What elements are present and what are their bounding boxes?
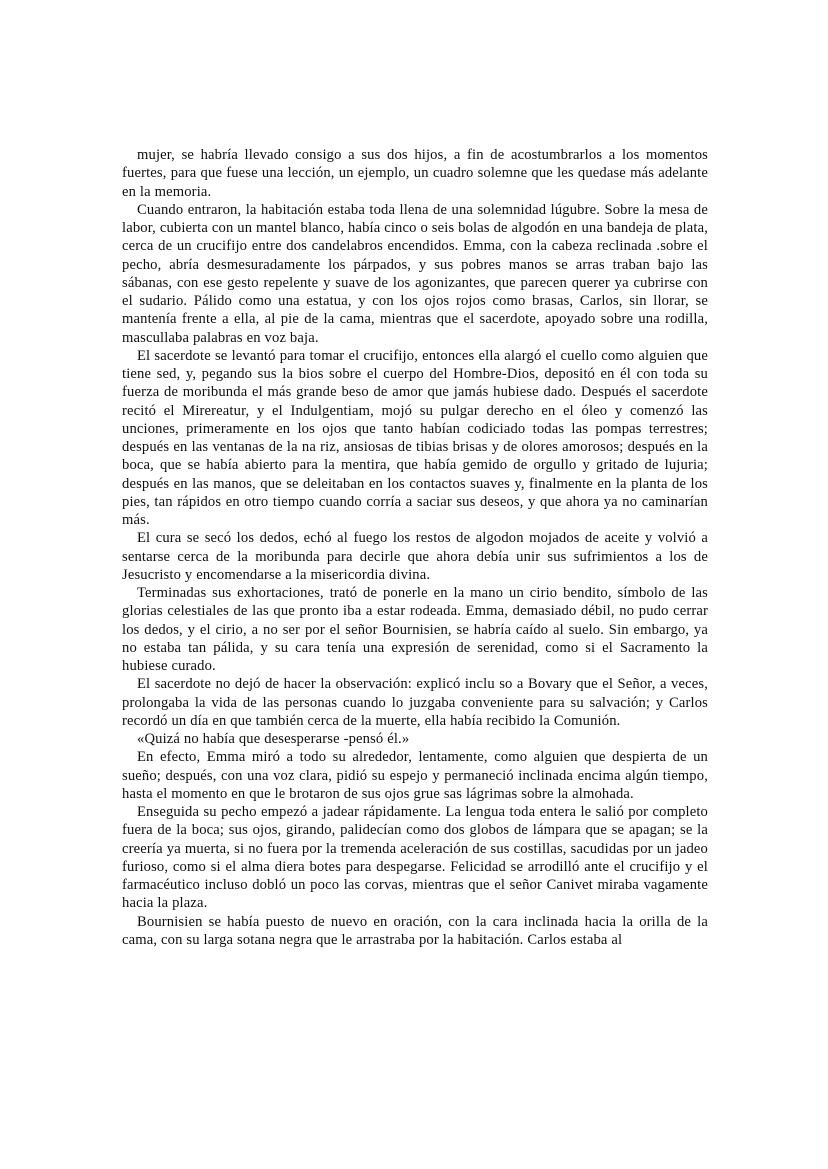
paragraph-7-quoted-aside: «Quizá no había que desesperarse -pensó él.» [137, 731, 410, 747]
paragraph-6: El sacerdote no dejó de hacer la observación: explicó inclu so a Bovary que el Señor, a veces, prolongaba la vida de las personas cuando lo juzgaba conveniente para su salvación; y Carlos recordó un día en que también cerca de la muerte, ella había recibido la Comunión. [122, 676, 708, 729]
paragraph-5: Terminadas sus exhortaciones, trató de ponerle en la mano un cirio bendito, símbolo de las glorias celestiales de las que pronto iba a estar rodeada. Emma, demasiado débil, no pudo cerrar los dedos, y el cirio, a no ser por el señor Bournisien, se habría caído al suelo. Sin embargo, ya no estaba tan pálida, y su cara tenía una expresión de serenidad, como si el Sacramento la hubiese curado. [122, 585, 708, 674]
paragraph-2: Cuando entraron, la habitación estaba toda llena de una solemnidad lúgubre. Sobre la mesa de labor, cubierta con un mantel blanco, había cinco o seis bolas de algodón en una bandeja de plata, cerca de un crucifijo entre dos candelabros encendidos. Emma, con la cabeza reclinada .sobre el pecho, abría desmesuradamente los párpados, y sus pobres manos se arras traban bajo las sábanas, con ese gesto repelente y suave de los agonizantes, que parecen querer ya cubrirse con el sudario. Pálido como una estatua, y con los ojos rojos como brasas, Carlos, sin llorar, se mantenía frente a ella, al pie de la cama, mientras que el sacerdote, apoyado sobre una rodilla, mascullaba palabras en voz baja. [122, 201, 708, 346]
body-text-column [122, 146, 708, 949]
paragraph-8: En efecto, Emma miró a todo su alrededor, lentamente, como alguien que despierta de un sueño; después, con una voz clara, pidió su espejo y permaneció inclinada encima algún tiempo, hasta el momento en que le brotaron de sus ojos grue sas lágrimas sobre la almohada. [122, 749, 708, 802]
paragraph-4: El cura se secó los dedos, echó al fuego los restos de algodon mojados de aceite y volvió a sentarse cerca de la moribunda para decirle que ahora debía unir sus sufrimientos a los de Jesucristo y encomendarse a la misericordia divina. [122, 530, 708, 583]
paragraph-9: Enseguida su pecho empezó a jadear rápidamente. La lengua toda entera le salió por completo fuera de la boca; sus ojos, girando, palidecían como dos globos de lámpara que se apagan; se la creería ya muerta, si no fuera por la tremenda aceleración de sus costillas, sacudidas por un jadeo furioso, como si el alma diera botes para despegarse. Felicidad se arrodilló ante el crucifijo y el farmacéutico incluso dobló un poco las corvas, mientras que el señor Canivet miraba vagamente hacia la plaza. [122, 804, 708, 912]
paragraph-3: El sacerdote se levantó para tomar el crucifijo, entonces ella alargó el cuello como alguien que tiene sed, y, pegando sus la bios sobre el cuerpo del Hombre-Dios, depositó en él con toda su fuerza de moribunda el más grande beso de amor que jamás hubiese dado. Después el sacerdote recitó el Mirereatur, y el Indulgentiam, mojó su pulgar derecho en el óleo y comenzó las unciones, primeramente en los ojos que tanto habían codiciado todas las pompas terrestres; después en las ventanas de la na riz, ansiosas de tibias brisas y de olores amorosos; después en la boca, que se había abierto para la mentira, que había gemido de orgullo y gritado de lujuria; después en las manos, que se deleitaban en los contactos suaves y, finalmente en la planta de los pies, tan rápidos en otro tiempo cuando corría a saciar sus deseos, y que ahora ya no caminarían más. [122, 347, 708, 528]
paragraph-10: Bournisien se había puesto de nuevo en oración, con la cara inclinada hacia la orilla de la cama, con su larga sotana negra que le arrastraba por la habitación. Carlos estaba al [122, 913, 708, 948]
paragraph-1: mujer, se habría llevado consigo a sus dos hijos, a fin de acostumbrarlos a los momentos fuertes, para que fuese una lección, un ejemplo, un cuadro solemne que les quedase más adelante en la memoria. [122, 147, 708, 200]
